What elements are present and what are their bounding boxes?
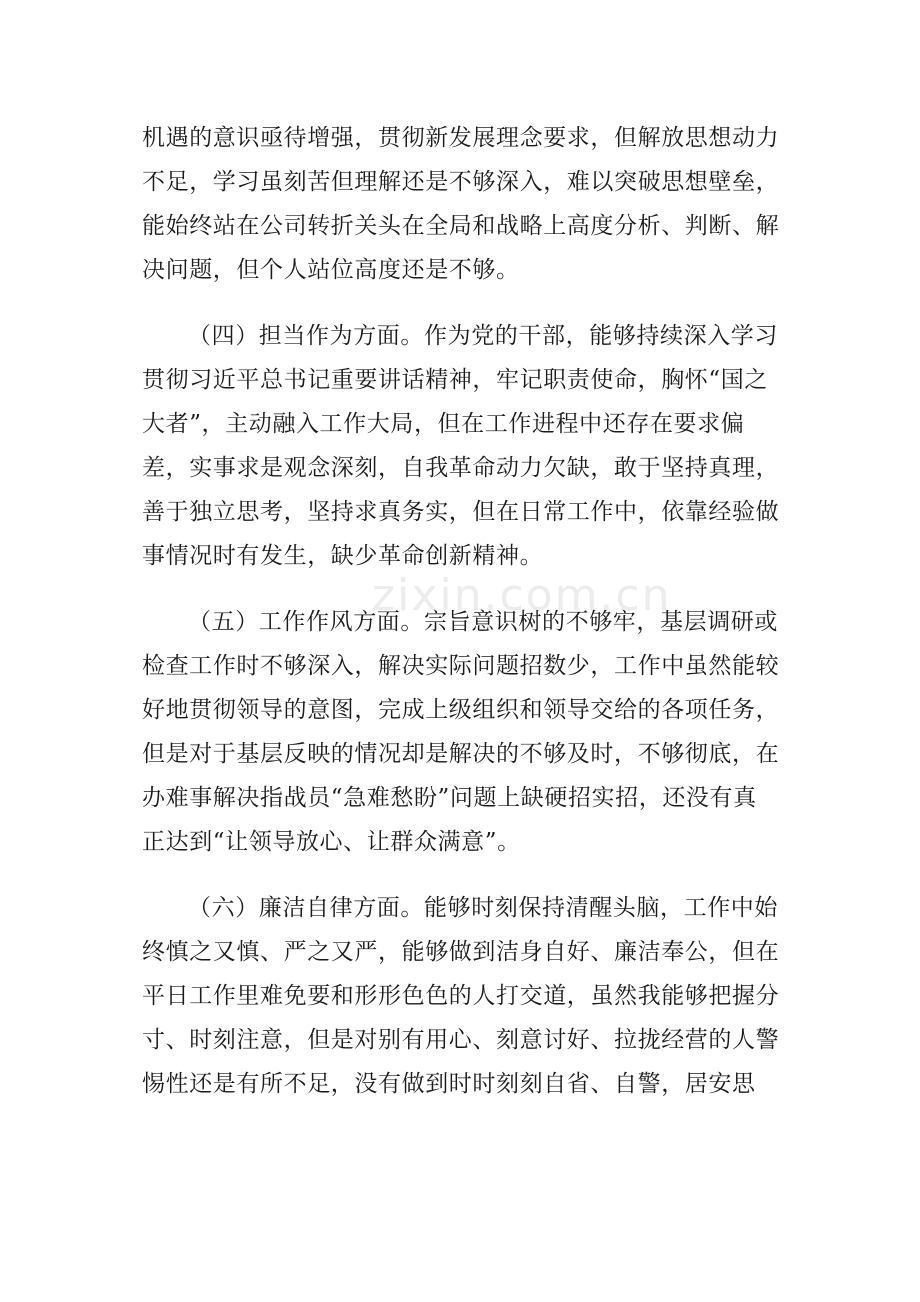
text-line: （六）廉洁自律方面。能够时刻保持清醒头脑，工作中始 xyxy=(188,895,778,921)
text-line: 大者”，主动融入工作大局，但在工作进程中还存在要求偏 xyxy=(142,411,745,437)
paragraph-continuation xyxy=(142,116,782,292)
paragraph-section-6 xyxy=(142,886,782,1106)
text-line: 平日工作里难免要和形形色色的人打交道，虽然我能够把握分 xyxy=(142,983,780,1009)
text-line: 决问题，但个人站位高度还是不够。 xyxy=(142,257,520,283)
text-line: 寸、时刻注意，但是对别有用心、刻意讨好、拉拢经营的人警 xyxy=(142,1027,780,1053)
text-line: 贯彻习近平总书记重要讲话精神，牢记职责使命，胸怀“国之 xyxy=(142,367,768,393)
text-line: 惕性还是有所不足，没有做到时时刻刻自省、自警，居安思 xyxy=(142,1071,756,1097)
text-line: 事情况时有发生，缺少革命创新精神。 xyxy=(142,543,544,569)
text-line: 不足，学习虽刻苦但理解还是不够深入，难以突破思想壁垒， xyxy=(142,169,780,195)
text-line: 正达到“让领导放心、让群众满意”。 xyxy=(142,829,521,855)
text-line: （五）工作作风方面。宗旨意识树的不够牢，基层调研或 xyxy=(188,609,778,635)
text-line: 但是对于基层反映的情况却是解决的不够及时，不够彻底，在 xyxy=(142,741,780,767)
document-body xyxy=(142,116,782,1106)
text-line: 机遇的意识亟待增强，贯彻新发展理念要求，但解放思想动力 xyxy=(142,125,780,151)
text-line: （四）担当作为方面。作为党的干部，能够持续深入学习 xyxy=(188,323,778,349)
text-line: 能始终站在公司转折关头在全局和战略上高度分析、判断、解 xyxy=(142,213,780,239)
paragraph-section-5 xyxy=(142,600,782,864)
text-line: 终慎之又慎、严之又严，能够做到洁身自好、廉洁奉公，但在 xyxy=(142,939,780,965)
text-line: 办难事解决指战员“急难愁盼”问题上缺硬招实招，还没有真 xyxy=(142,785,757,811)
watermark: zixin.com.cn xyxy=(372,570,672,621)
text-line: 差，实事求是观念深刻，自我革命动力欠缺，敢于坚持真理， xyxy=(142,455,780,481)
text-line: 善于独立思考，坚持求真务实，但在日常工作中，依靠经验做 xyxy=(142,499,780,525)
text-line: 好地贯彻领导的意图，完成上级组织和领导交给的各项任务， xyxy=(142,697,780,723)
text-line: 检查工作时不够深入，解决实际问题招数少，工作中虽然能较 xyxy=(142,653,780,679)
paragraph-section-4 xyxy=(142,314,782,578)
